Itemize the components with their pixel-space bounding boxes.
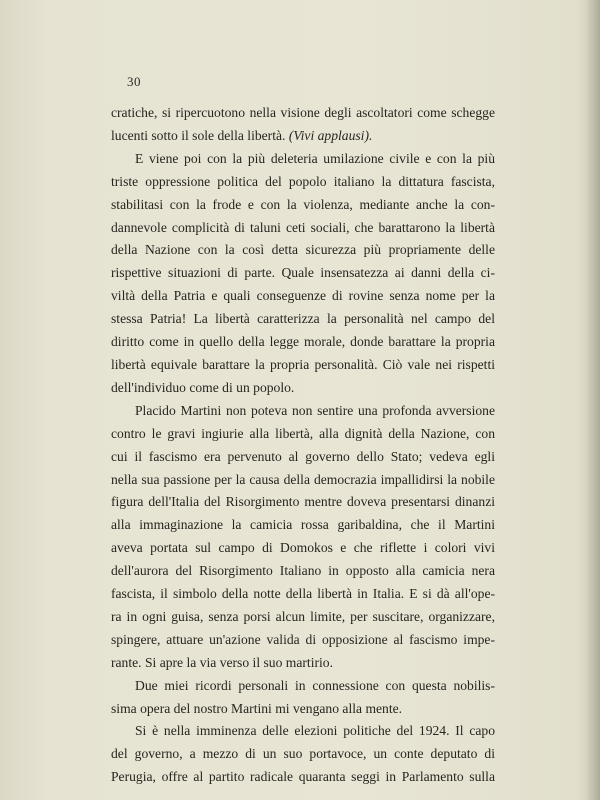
text-line: dannevole complicità di taluni ceti sociali, che barattarono la libertà: [111, 219, 495, 235]
body-text: [111, 102, 495, 789]
text-line: triste oppressione politica del popolo italiano la dittatura fascista,: [111, 173, 495, 189]
text-line: dell'individuo come di un popolo.: [111, 379, 295, 395]
text-line: alla immaginazione la camicia rossa garibaldina, che il Martini: [111, 517, 495, 533]
text-line: spingere, attuare un'azione valida di opposizione al fascismo impe-: [111, 631, 495, 647]
text-line: sima opera del nostro Martini mi vengano alla mente.: [111, 700, 403, 716]
text-line: E viene poi con la più deleteria umilazione civile e con la più: [135, 150, 495, 166]
text-line: cratiche, si ripercuotono nella visione degli ascoltatori come schegge: [111, 105, 495, 120]
text-line: stabilitasi con la frode e con la violenza, mediante anche la con-: [111, 196, 495, 212]
text-line: cui il fascismo era pervenuto al governo dello Stato; vedeva egli: [111, 448, 495, 464]
text-line: Placido Martini non poteva non sentire una profonda avversione: [135, 402, 495, 418]
text-line: aveva portata sul campo di Domokos e che riflette i colori vivi: [111, 540, 495, 556]
text-line: lucenti sotto il sole della libertà. (Vivi applausi).: [111, 127, 373, 143]
page-edge-shadow: [586, 0, 600, 800]
text-line: ra in ogni guisa, senza porsi alcun limite, per suscitare, organizzare,: [111, 608, 495, 624]
text-line: Si è nella imminenza delle elezioni politiche del 1924. Il capo: [135, 723, 495, 739]
text-line: fascista, il simbolo della notte della libertà in Italia. E si dà all'ope-: [111, 586, 495, 602]
text-line: diritto come in quello della legge morale, donde barattare la propria: [111, 334, 495, 350]
text-line: dell'aurora del Risorgimento Italiano in opposto alla camicia nera: [111, 563, 495, 579]
text-line: del governo, a mezzo di un suo portavoce, un conte deputato di: [111, 746, 495, 762]
text-line: contro le gravi ingiurie alla libertà, alla dignità della Nazione, con: [111, 425, 495, 441]
text-line: stessa Patria! La libertà caratterizza la personalità nel campo del: [111, 311, 495, 327]
text-line: della Nazione con la così detta sicurezza più propriamente delle: [111, 242, 495, 258]
text-line: rispettive situazioni di parte. Quale insensatezza ai danni della ci-: [111, 265, 495, 281]
text-line: libertà equivale barattare la propria personalità. Ciò vale nei rispetti: [111, 356, 495, 372]
text-line: viltà della Patria e quali conseguenze di rovine senza nome per la: [111, 288, 495, 304]
applause-note: (Vivi applausi).: [288, 127, 373, 143]
text-line: figura dell'Italia del Risorgimento mentre doveva presentarsi dinanzi: [111, 494, 495, 510]
text-line: Due miei ricordi personali in connessione con questa nobilis-: [135, 677, 495, 693]
text-line: rante. Si apre la via verso il suo martirio.: [111, 654, 333, 670]
text-line: nella sua passione per la causa della democrazia impallidirsi la nobile: [111, 471, 495, 487]
text-line: Perugia, offre al partito radicale quaranta seggi in Parlamento sulla: [111, 769, 495, 785]
page-number: 30: [127, 74, 141, 89]
